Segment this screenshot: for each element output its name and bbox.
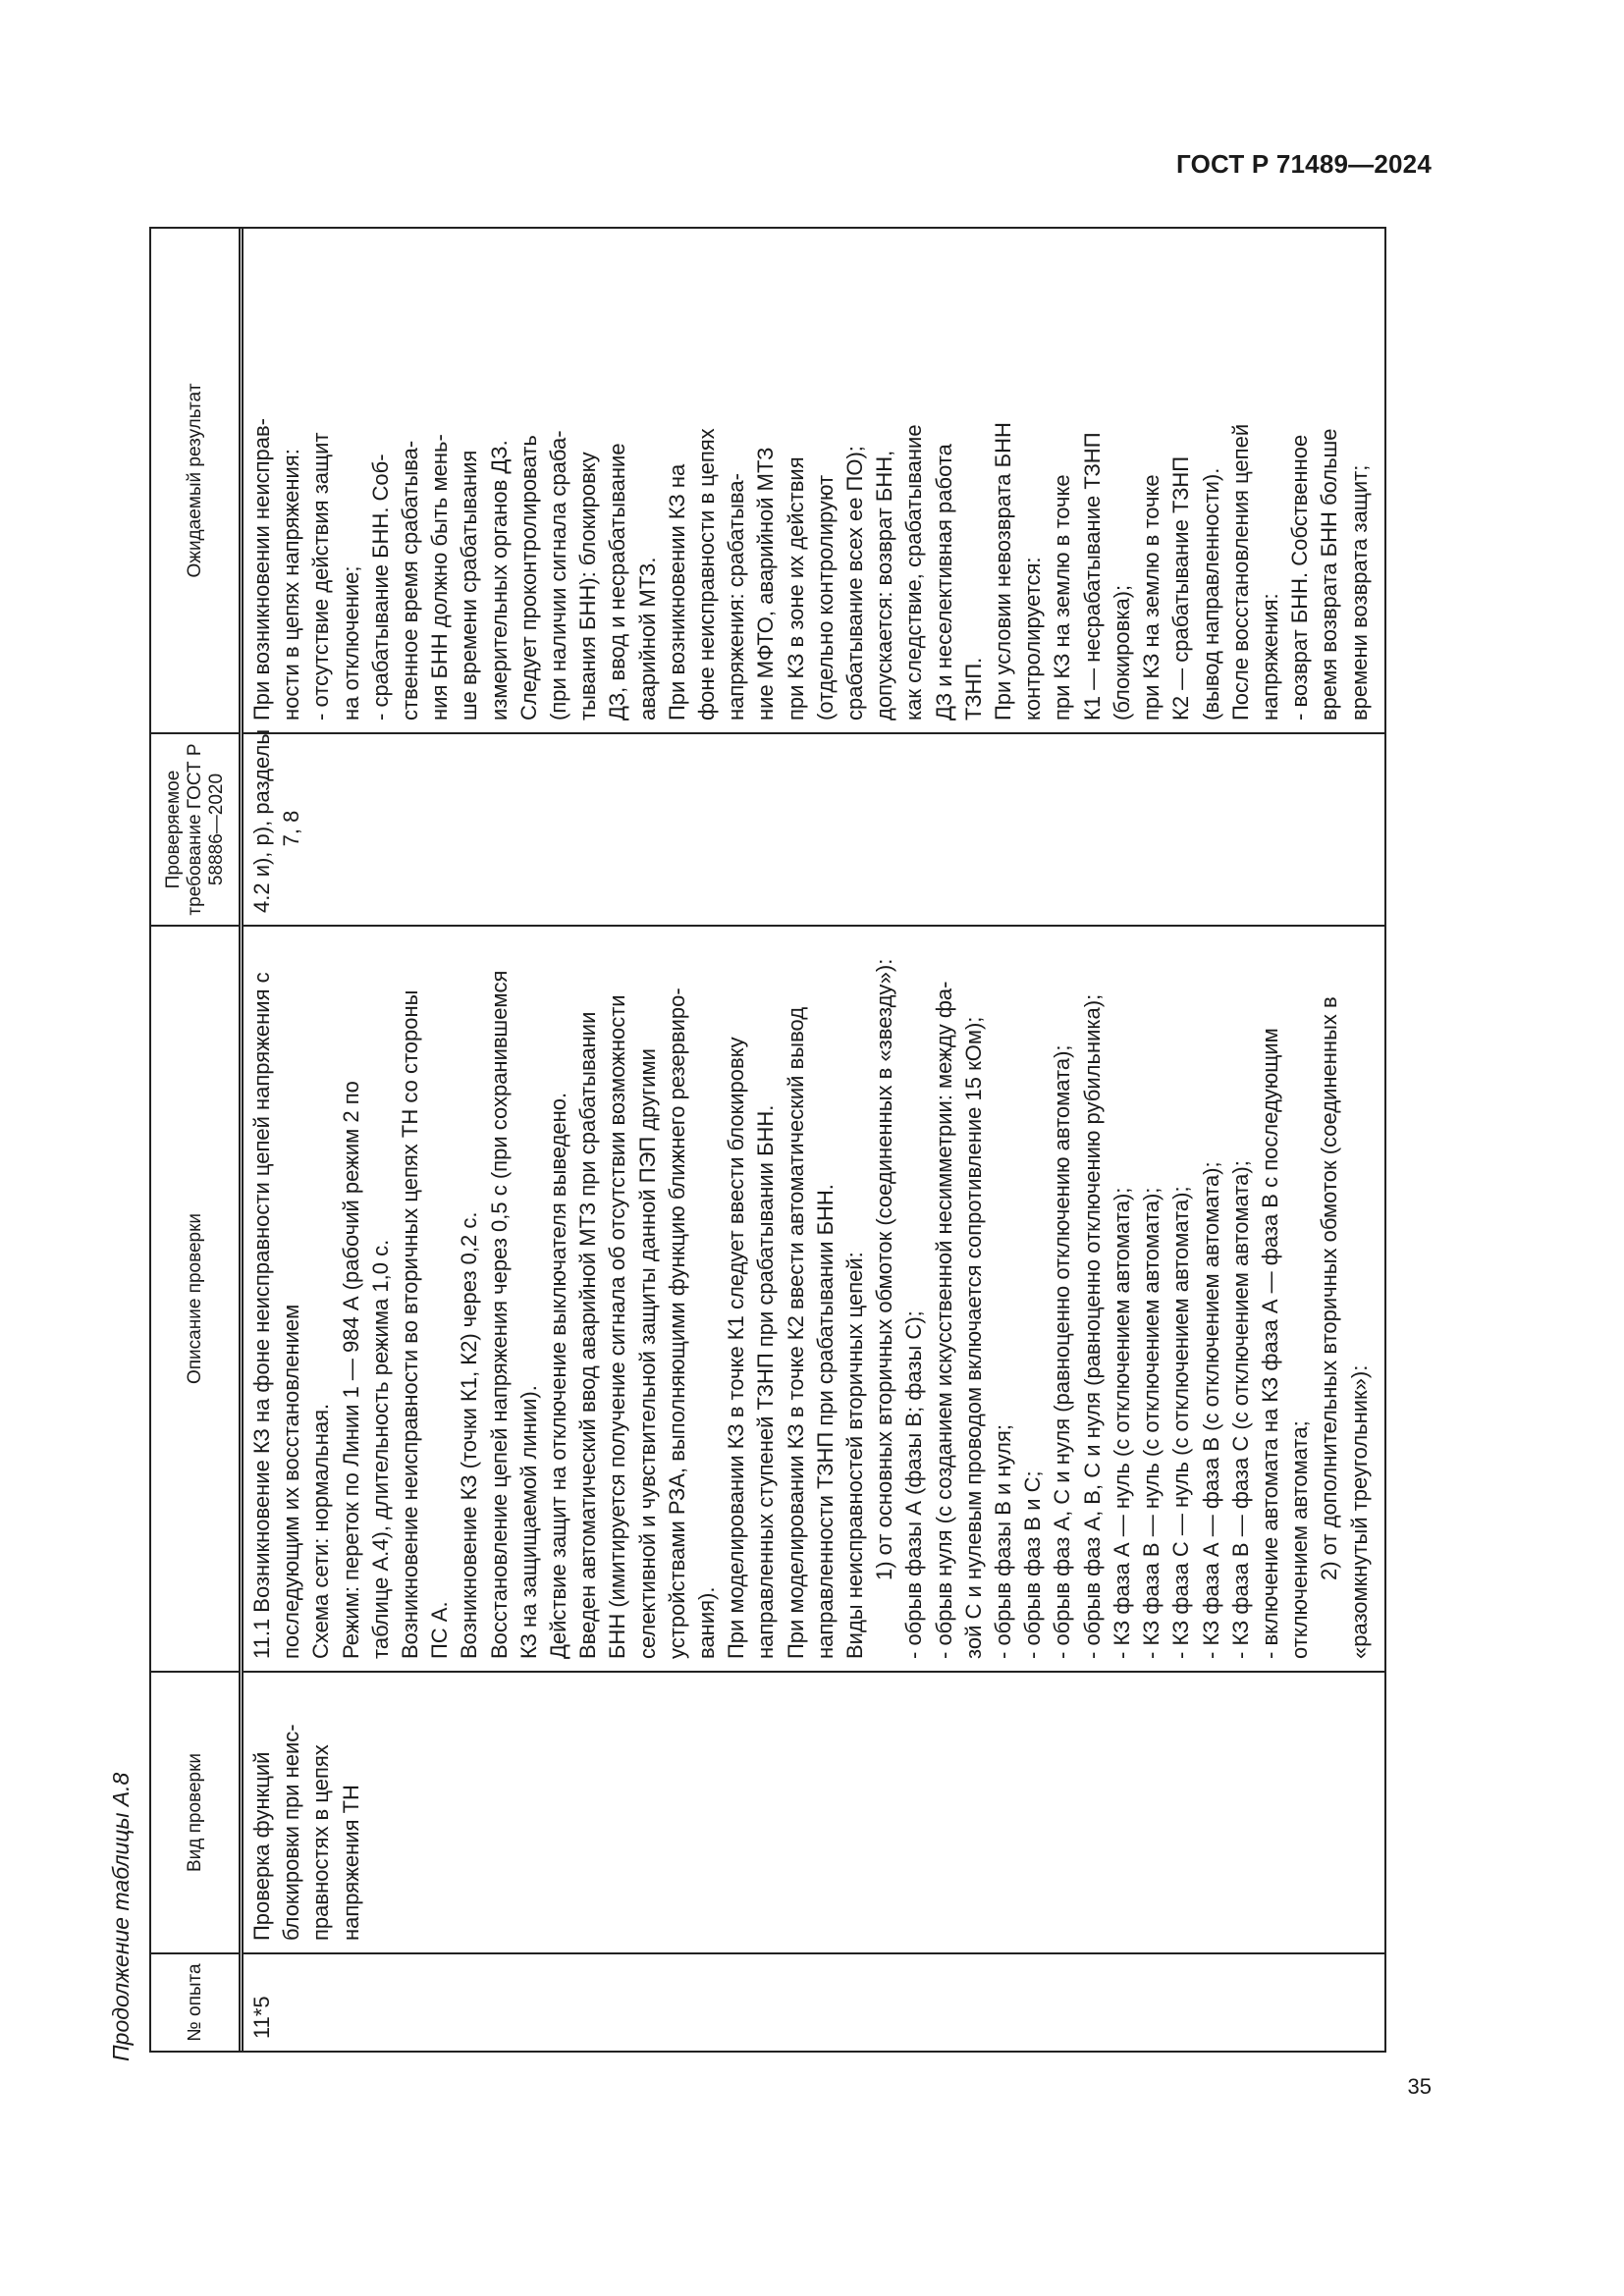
- text-line: - обрыв фаз А, С и нуля (равноценно отключению автомата);: [1050, 1044, 1075, 1659]
- text-line: (при наличии сигнала сраба-: [546, 430, 571, 721]
- text-line: направленных ступеней ТЗНП при срабатывании БНН.: [753, 1104, 779, 1659]
- text-line: - КЗ фаза А — фаза В (с отключением автомата);: [1198, 1161, 1223, 1659]
- table-caption: Продолжение таблицы А.8: [108, 1772, 134, 2061]
- text-line: контролируется:: [1020, 557, 1046, 721]
- text-line: КЗ на защищаемой линии).: [515, 1385, 541, 1659]
- rotated-table-area: [108, 216, 1414, 2061]
- text-line: 7, 8: [279, 810, 304, 847]
- text-line: таблице А.4), длительность режима 1,0 с.: [367, 1239, 393, 1659]
- text-line: при КЗ на землю в точке: [1139, 474, 1164, 721]
- text-line: напряжения:: [1257, 593, 1282, 721]
- table-header: [151, 229, 244, 2051]
- text-line: Следует проконтролировать: [515, 435, 541, 721]
- text-line: Действие защит на отключение выключателя выведено.: [546, 1092, 571, 1659]
- cell-result: [244, 229, 1384, 732]
- text-line: Проверка функций: [249, 1751, 274, 1941]
- text-line: на отключение;: [338, 565, 363, 721]
- text-line: - обрыв нуля (с созданием искусственной несимметрии: между фа-: [931, 981, 956, 1659]
- text-line: К1 — несрабатывание ТЗНП: [1079, 432, 1105, 721]
- text-line: Режим: переток по Линии 1 — 984 А (рабочий режим 2 по: [338, 1081, 363, 1659]
- cell-requirement: [244, 728, 1384, 925]
- header-description: Описание проверки: [151, 925, 239, 1671]
- header-result: Ожидаемый результат: [184, 383, 205, 578]
- text-line: времени возврата защит;: [1346, 464, 1372, 721]
- text-line: - включение автомата на КЗ фаза А — фаза В с последующим: [1257, 1028, 1282, 1659]
- text-line: (отдельно контролируют: [812, 474, 838, 721]
- text-line: допускается: возврат БНН,: [872, 450, 897, 721]
- text-line: фоне неисправности в цепях: [694, 428, 720, 721]
- text-line: напряжения: срабатыва-: [724, 473, 749, 721]
- text-line: - обрыв фаз А, В, С и нуля (равноценно отключению рубильника);: [1079, 993, 1105, 1659]
- text-line: Восстановление цепей напряжения через 0,5 с (при сохранившемся: [486, 970, 512, 1659]
- text-line: измерительных органов ДЗ.: [486, 440, 512, 721]
- text-line: При моделировании КЗ в точке К1 следует ввести блокировку: [724, 1037, 749, 1659]
- document-id: ГОСТ Р 71489—2024: [1176, 149, 1432, 179]
- text-line: - обрыв фазы А (фазы В; фазы С);: [901, 1310, 927, 1659]
- text-line: при КЗ в зоне их действия: [783, 456, 808, 721]
- text-line: ние МФТО, аварийной МТЗ: [753, 447, 779, 721]
- text-line: БНН (имитируется получение сигнала об отсутствии возможности: [605, 994, 630, 1659]
- page-number: 35: [1407, 2074, 1432, 2099]
- text-line: зой С и нулевым проводом включается сопротивление 15 кОм);: [960, 1016, 986, 1659]
- text-line: Возникновение КЗ (точки К1, К2) через 0,2 с.: [457, 1211, 482, 1659]
- text-line: - отсутствие действия защит: [308, 432, 334, 721]
- text-line: При моделировании КЗ в точке К2 ввести автоматический вывод: [783, 1006, 808, 1659]
- text-line: время возврата БНН больше: [1317, 428, 1342, 721]
- text-line: К2 — срабатывание ТЗНП: [1168, 455, 1194, 721]
- cell-description: [244, 925, 1384, 1671]
- text-line: вания).: [694, 1586, 720, 1659]
- header-requirement: Проверяемое требование ГОСТ Р 58886—2020: [151, 732, 239, 925]
- text-line: - возврат БНН. Собственное: [1287, 434, 1313, 721]
- text-line: 2) от дополнительных вторичных обмоток (соединенных в: [1317, 996, 1342, 1580]
- text-line: - КЗ фаза А — нуль (с отключением автомата);: [1109, 1187, 1134, 1659]
- cell-type: [244, 1671, 1384, 1952]
- text-line: 11.1 Возникновение КЗ на фоне неисправности цепей напряжения с: [249, 972, 274, 1659]
- text-line: - КЗ фаза С — нуль (с отключением автомата);: [1168, 1186, 1194, 1659]
- text-line: ДЗ и неселективная работа: [931, 444, 956, 721]
- text-line: ния БНН должно быть мень-: [427, 434, 453, 721]
- text-line: - обрыв фаз В и С;: [1020, 1470, 1046, 1659]
- text-line: - срабатывание БНН. Соб-: [367, 454, 393, 721]
- text-line: блокировки при неис-: [279, 1724, 304, 1941]
- text-line: Схема сети: нормальная.: [308, 1403, 334, 1659]
- text-line: как следствие, срабатывание: [901, 424, 927, 721]
- text-line: - КЗ фаза В — фаза С (с отключением автомата);: [1227, 1160, 1253, 1659]
- text-line: Виды неисправностей вторичных цепей:: [842, 1252, 868, 1659]
- text-line: ности в цепях напряжения:: [279, 449, 304, 721]
- text-line: срабатывание всех ее ПО);: [842, 446, 868, 721]
- text-line: селективной и чувствительной защиты данной ПЭП другими: [634, 1048, 660, 1659]
- text-line: (блокировка);: [1109, 584, 1134, 721]
- text-line: 4.2 и), р), разделы: [249, 728, 274, 913]
- cell-num: 11*5: [244, 1952, 1384, 2051]
- text-line: аварийной МТЗ.: [634, 557, 660, 721]
- text-line: напряжения ТН: [338, 1785, 363, 1941]
- text-line: Возникновение неисправности во вторичных цепях ТН со стороны: [398, 989, 423, 1659]
- text-line: ше времени срабатывания: [457, 450, 482, 721]
- header-num: № опыта: [151, 1952, 239, 2051]
- text-line: - обрыв фазы В и нуля;: [991, 1424, 1016, 1659]
- text-line: «разомкнутый треугольник»):: [1346, 1364, 1372, 1659]
- table: [149, 227, 1386, 2053]
- text-line: отключением автомата;: [1287, 1420, 1313, 1659]
- text-line: 1) от основных вторичных обмоток (соединенных в «звезду»):: [872, 958, 897, 1580]
- text-line: при КЗ на землю в точке: [1050, 474, 1075, 721]
- text-line: При условии невозврата БНН: [991, 422, 1016, 721]
- text-line: (вывод направленности).: [1198, 467, 1223, 721]
- text-line: После восстановления цепей: [1227, 423, 1253, 721]
- text-line: ТЗНП.: [960, 657, 986, 721]
- header-type: Вид проверки: [151, 1671, 239, 1952]
- text-line: ПС А.: [427, 1601, 453, 1659]
- text-line: устройствами РЗА, выполняющими функцию ближнего резервиро-: [664, 988, 689, 1659]
- table-row: [244, 229, 1384, 2051]
- text-line: ственное время срабатыва-: [398, 440, 423, 721]
- text-line: ДЗ, ввод и несрабатывание: [605, 443, 630, 721]
- text-line: направленности ТЗНП при срабатывании БНН.: [812, 1184, 838, 1659]
- text-line: При возникновении неиспрaв-: [249, 418, 274, 721]
- text-line: последующим их восстановлением: [279, 1304, 304, 1659]
- text-line: тывания БНН): блокировку: [575, 452, 601, 721]
- text-line: - КЗ фаза В — нуль (с отключением автомата);: [1139, 1187, 1164, 1659]
- text-line: правностях в цепях: [308, 1744, 334, 1941]
- text-line: При возникновении КЗ на: [664, 463, 689, 721]
- text-line: Введен автоматический ввод аварийной МТЗ при срабатывании: [575, 1011, 601, 1659]
